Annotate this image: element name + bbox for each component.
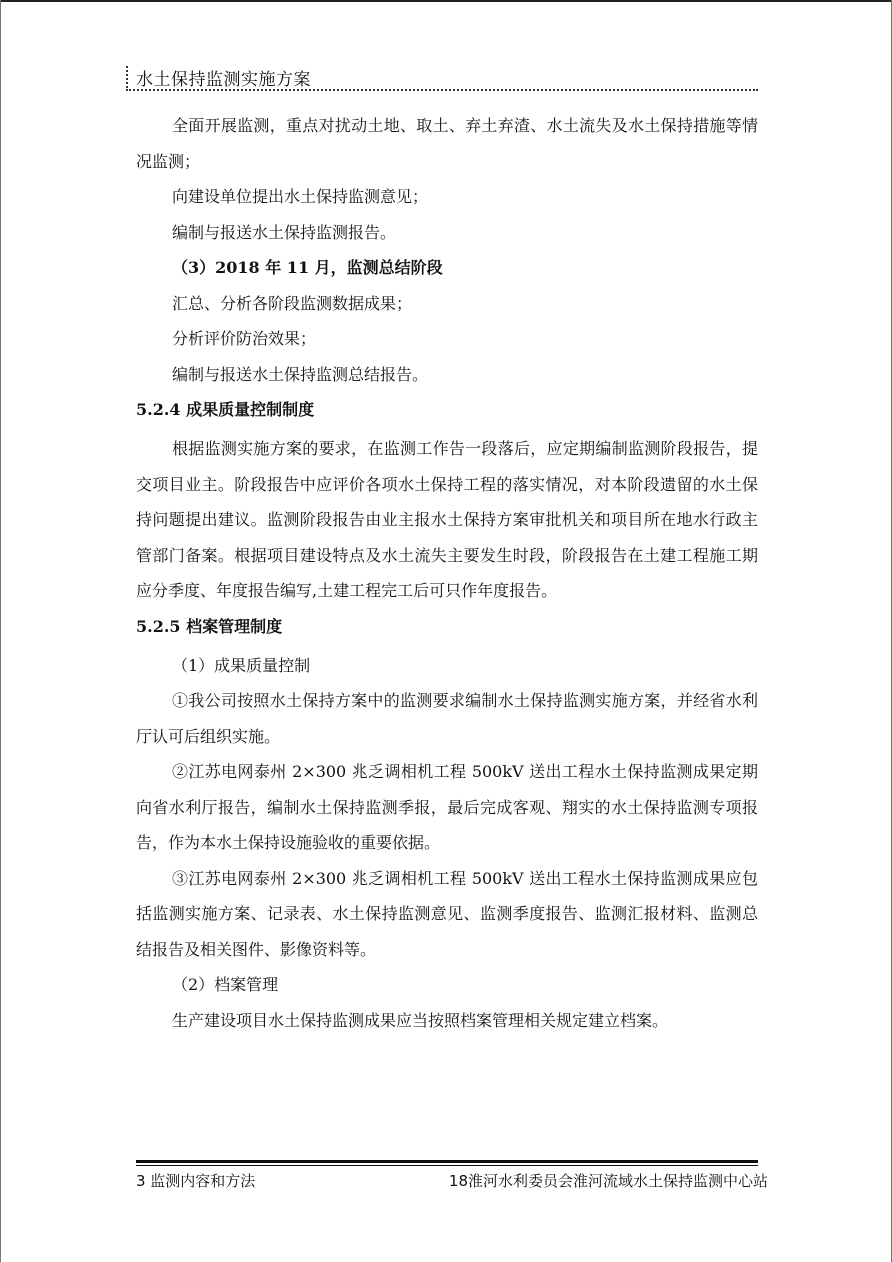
page-left-edge bbox=[0, 0, 1, 1262]
paragraph: 编制与报送水土保持监测总结报告。 bbox=[172, 364, 429, 384]
paragraph: 根据监测实施方案的要求，在监测工作告一段落后，应定期编制监测阶段报告，提交项目业主。阶段报告中应评价各项水土保持工程的落实情况，对本阶段遗留的水土保持问题提出建议。监测阶段报告由业主报水土保持方案审批机关和项目所在地水行政主管部门备案。根据项目建设特点及水土流失主要发生时段，阶段报告在土建工程施工期应分季度、年度报告编写,土建工程完工后可只作年度报告。 bbox=[136, 439, 758, 600]
page-header bbox=[136, 62, 756, 92]
paragraph: ①我公司按照水土保持方案中的监测要求编制水土保持监测实施方案，并经省水利厅认可后组织实施。 bbox=[136, 691, 758, 746]
paragraph: ③江苏电网泰州 2×300 兆乏调相机工程 500kV 送出工程水土保持监测成果应包括监测实施方案、记录表、水土保持监测意见、监测季度报告、监测汇报材料、监测总结报告及相关图件、影像资料等。 bbox=[136, 868, 758, 959]
page-top-edge bbox=[0, 0, 892, 2]
subsection-label: （1）成果质量控制 bbox=[172, 655, 311, 675]
paragraph: 编制与报送水土保持监测报告。 bbox=[172, 222, 397, 242]
header-dotted-bar bbox=[126, 66, 128, 88]
footer-rule-thin bbox=[136, 1165, 758, 1166]
document-body bbox=[136, 108, 758, 1038]
header-title: 水土保持监测实施方案 bbox=[136, 70, 311, 90]
footer-organization: 18淮河水利委员会淮河流域水土保持监测中心站 bbox=[448, 1172, 768, 1190]
paragraph: 生产建设项目水土保持监测成果应当按照档案管理相关规定建立档案。 bbox=[172, 1010, 669, 1030]
footer-chapter: 3 监测内容和方法 bbox=[136, 1172, 256, 1190]
section-heading-5-2-4: 5.2.4 成果质量控制制度 bbox=[136, 400, 315, 419]
paragraph: 全面开展监测，重点对扰动土地、取土、弃土弃渣、水土流失及水土保持措施等情况监测； bbox=[136, 116, 758, 171]
paragraph: 汇总、分析各阶段监测数据成果； bbox=[172, 293, 413, 313]
paragraph: ②江苏电网泰州 2×300 兆乏调相机工程 500kV 送出工程水土保持监测成果定期向省水利厅报告，编制水土保持监测季报，最后完成客观、翔实的水土保持监测专项报告，作为本水土保持设施验收的重要依据。 bbox=[136, 762, 758, 852]
section-heading-5-2-5: 5.2.5 档案管理制度 bbox=[136, 616, 283, 636]
header-dotted-rule bbox=[126, 89, 758, 91]
paragraph: 分析评价防治效果； bbox=[172, 329, 317, 348]
subsection-label: （2）档案管理 bbox=[172, 975, 279, 994]
footer-rule bbox=[136, 1160, 758, 1163]
paragraph: 向建设单位提出水土保持监测意见； bbox=[172, 187, 429, 206]
phase-heading: （3）2018 年 11 月，监测总结阶段 bbox=[172, 258, 443, 277]
